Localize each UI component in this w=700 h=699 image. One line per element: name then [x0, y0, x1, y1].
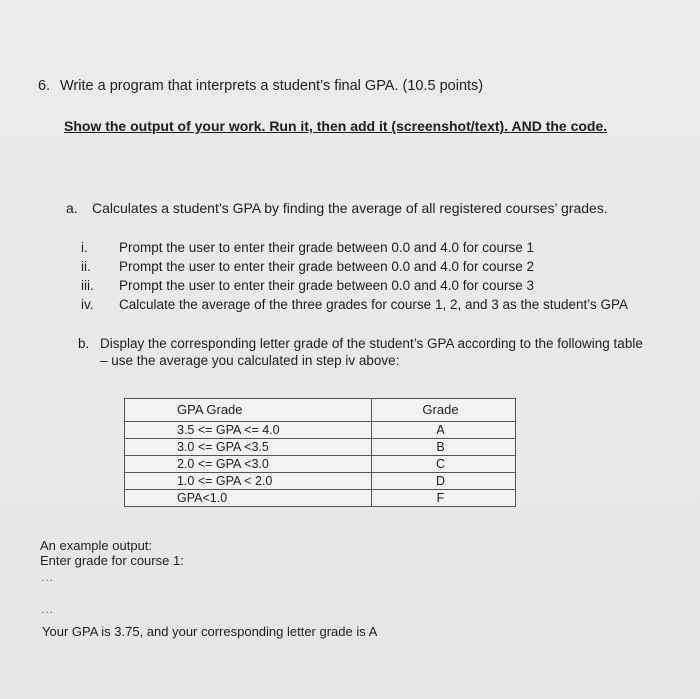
header-grade: Grade	[372, 399, 516, 422]
gpa-range-cell: 3.0 <= GPA <3.5	[125, 439, 372, 456]
letter-grade-cell: F	[372, 490, 516, 507]
question-heading	[38, 78, 483, 94]
part-a	[66, 200, 608, 216]
step-item	[81, 297, 628, 312]
gpa-range-cell: GPA<1.0	[125, 490, 372, 507]
gpa-range-cell: 3.5 <= GPA <= 4.0	[125, 422, 372, 439]
table-header-row	[125, 399, 516, 422]
step-item	[81, 278, 534, 293]
gpa-table	[124, 398, 516, 507]
table-row	[125, 473, 516, 490]
part-b	[78, 336, 643, 351]
step-text: Calculate the average of the three grades for course 1, 2, and 3 as the student’s GPA	[119, 297, 629, 312]
step-numeral: iii.	[81, 278, 94, 293]
part-b-line1: Display the corresponding letter grade of the student’s GPA according to the following table	[100, 336, 643, 351]
step-numeral: ii.	[81, 259, 91, 274]
table-row	[125, 439, 516, 456]
example-result: Your GPA is 3.75, and your corresponding letter grade is A	[42, 624, 378, 639]
table-row	[125, 422, 516, 439]
part-a-text: Calculates a student’s GPA by finding the average of all registered courses’ grades.	[92, 200, 608, 216]
gpa-range-cell: 1.0 <= GPA < 2.0	[125, 473, 372, 490]
table-row	[125, 456, 516, 473]
part-b-label: b.	[78, 336, 90, 351]
question-text: Write a program that interprets a student’s final GPA. (10.5 points)	[60, 78, 484, 94]
example-ellipsis: ...	[41, 570, 55, 584]
example-prompt: Enter grade for course 1:	[40, 553, 184, 568]
step-text: Prompt the user to enter their grade between 0.0 and 4.0 for course 3	[119, 278, 534, 293]
question-number: 6.	[38, 78, 51, 94]
step-text: Prompt the user to enter their grade between 0.0 and 4.0 for course 1	[119, 240, 534, 255]
letter-grade-cell: A	[372, 422, 516, 439]
header-gpa-grade: GPA Grade	[125, 399, 372, 422]
step-numeral: i.	[81, 240, 88, 255]
letter-grade-cell: B	[372, 439, 516, 456]
gpa-range-cell: 2.0 <= GPA <3.0	[125, 456, 372, 473]
part-a-label: a.	[66, 200, 78, 216]
table-row	[125, 490, 516, 507]
step-numeral: iv.	[81, 297, 94, 312]
instruction-text: Show the output of your work. Run it, then add it (screenshot/text). AND the code.	[64, 118, 608, 134]
part-b-line2: – use the average you calculated in step iv above:	[100, 353, 400, 368]
letter-grade-cell: C	[372, 456, 516, 473]
letter-grade-cell: D	[372, 473, 516, 490]
example-ellipsis: ...	[41, 602, 55, 616]
example-heading: An example output:	[40, 538, 153, 553]
step-item	[81, 240, 534, 255]
step-text: Prompt the user to enter their grade between 0.0 and 4.0 for course 2	[119, 259, 534, 274]
step-item	[81, 259, 534, 274]
